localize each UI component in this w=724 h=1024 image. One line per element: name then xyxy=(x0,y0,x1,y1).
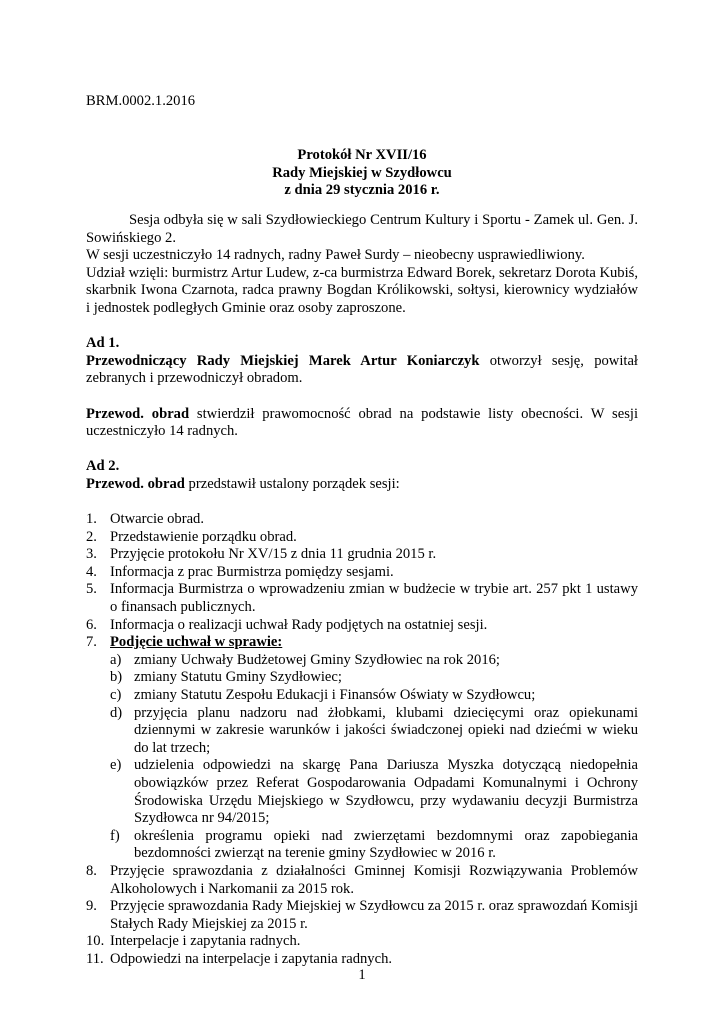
list-item: 2. Przedstawienie porządku obrad. xyxy=(86,528,297,545)
ad1-p1-bold: Przewodniczący Rady Miejskiej Marek Artur Koniarczyk xyxy=(86,352,480,369)
intro-participants: Udział wzięli: burmistrz Artur Ludew, z-ca burmistrza Edward Borek, sekretarz Dorota Kubiś, skarbnik Iwona Czarnota, radca prawny Bogdan Królikowski, sołtysi, kierownicy wydziałów i jednostek podległych Gminie oraz osoby zaproszone. xyxy=(86,264,638,316)
list-item: 4. Informacja z prac Burmistrza pomiędzy sesjami. xyxy=(86,563,394,580)
ad1-p1-rest: otworzył sesję, powitał zebranych i przewodniczył obradom. xyxy=(86,352,638,387)
sub-list-item: b) zmiany Statutu Gminy Szydłowiec; xyxy=(110,669,342,686)
sub-list-item: d) przyjęcia planu nadzoru nad żłobkami, klubami dziecięcymi oraz opiekunami dziennymi w zakresie warunków i jakości świadczonej opieki nad dziećmi w wieku do lat trzech; xyxy=(110,704,638,756)
list-item: 9. Przyjęcie sprawozdania Rady Miejskiej w Szydłowcu za 2015 r. oraz sprawozdań Komisji Stałych Rady Miejskiej za 2015 r. xyxy=(86,898,638,932)
ad1-p2-rest: stwierdził prawomocność obrad na podstawie listy obecności. W sesji uczestniczyło 14 radnych. xyxy=(86,405,638,440)
ad2-intro-rest: przedstawił ustalony porządek sesji: xyxy=(184,475,400,492)
ad1-heading: Ad 1. xyxy=(86,335,120,352)
ad2-intro-bold: Przewod. obrad xyxy=(86,475,185,492)
title-line-3: z dnia 29 stycznia 2016 r. xyxy=(284,182,440,199)
resolutions-sublist xyxy=(110,652,638,863)
ad2-intro xyxy=(86,476,638,494)
sub-list-item: c) zmiany Statutu Zespołu Edukacji i Finansów Oświaty w Szydłowcu; xyxy=(110,687,536,704)
list-item: 11. Odpowiedzi na interpelacje i zapytania radnych. xyxy=(86,950,393,967)
agenda-list xyxy=(86,511,638,968)
title-line-1: Protokół Nr XVII/16 xyxy=(297,147,427,163)
resolutions-heading: Podjęcie uchwał w sprawie: xyxy=(110,634,283,651)
ad1-p2-bold: Przewod. obrad xyxy=(86,405,190,422)
page-number: 1 xyxy=(358,967,366,983)
list-item: 3. Przyjęcie protokołu Nr XV/15 z dnia 11 grudnia 2015 r. xyxy=(86,546,437,563)
sub-list-item: e) udzielenia odpowiedzi na skargę Pana Dariusza Myszka dotyczącą niedopełnia obowiązków przez Referat Gospodarowania Odpadami Komunalnymi i Ochrony Środowiska Urzędu Miejskiego w Szydłowcu, przy wydawaniu decyzji Burmistrza Szydłowca nr 94/2015; xyxy=(110,757,638,827)
intro-location: Sesja odbyła się w sali Szydłowieckiego Centrum Kultury i Sportu - Zamek ul. Gen. J. Sowińskiego 2. xyxy=(86,212,638,246)
intro-attendance: W sesji uczestniczyło 14 radnych, radny Paweł Surdy – nieobecny usprawiedliwiony. xyxy=(86,247,585,264)
list-item: 7. Podjęcie uchwał w sprawie: a) zmiany Uchwały Budżetowej Gminy Szydłowiec na rok 2016; b) zmiany Statutu Gminy Szydłowiec; c) zmiany Statutu Zespołu Edukacji i Finansów Oświaty w Szydłowcu; d) przyjęcia planu nadzoru nad żłobkami, klubami dziecięcymi oraz opiekunami dziennymi w zakresie warunków i jakości świadczonej opieki nad dziećmi w wieku do lat trzech; e) udzielenia odpowiedzi na skargę Pana Dariusza Myszka dotyczącą niedopełnia obowiązków przez Referat Gospodarowania Odpadami Komunalnymi i Ochrony Środowiska Urzędu Miejskiego w Szydłowcu, przy wydawaniu decyzji Burmistrza Szydłowca nr 94/2015; f) określenia programu opieki nad zwierzętami bezdomnymi oraz zapobiegania bezdomności zwierząt na terenie gminy Szydłowiec w 2016 r. xyxy=(86,634,638,862)
protocol-title xyxy=(86,147,638,200)
sub-list-item: f) określenia programu opieki nad zwierzętami bezdomnymi oraz zapobiegania bezdomności zwierząt na terenie gminy Szydłowiec w 2016 r. xyxy=(110,827,638,862)
list-item: 8. Przyjęcie sprawozdania z działalności Gminnej Komisji Rozwiązywania Problemów Alkoholowych i Narkomanii za 2015 rok. xyxy=(86,862,638,897)
list-item: 10. Interpelacje i zapytania radnych. xyxy=(86,933,301,950)
list-item: 1. Otwarcie obrad. xyxy=(86,511,205,528)
title-line-2: Rady Miejskiej w Szydłowcu xyxy=(272,164,452,181)
list-item: 5. Informacja Burmistrza o wprowadzeniu zmian w budżecie w trybie art. 257 pkt 1 ustawy o finansach publicznych. xyxy=(86,581,638,616)
document-reference: BRM.0002.1.2016 xyxy=(86,93,196,109)
sub-list-item: a) zmiany Uchwały Budżetowej Gminy Szydłowiec na rok 2016; xyxy=(110,651,500,668)
ad1-paragraph-2 xyxy=(86,406,638,441)
ad1-paragraph-1 xyxy=(86,353,638,388)
ad2-heading: Ad 2. xyxy=(86,458,120,475)
protocol-body xyxy=(86,212,638,969)
list-item: 6. Informacja o realizacji uchwał Rady podjętych na ostatniej sesji. xyxy=(86,616,488,633)
